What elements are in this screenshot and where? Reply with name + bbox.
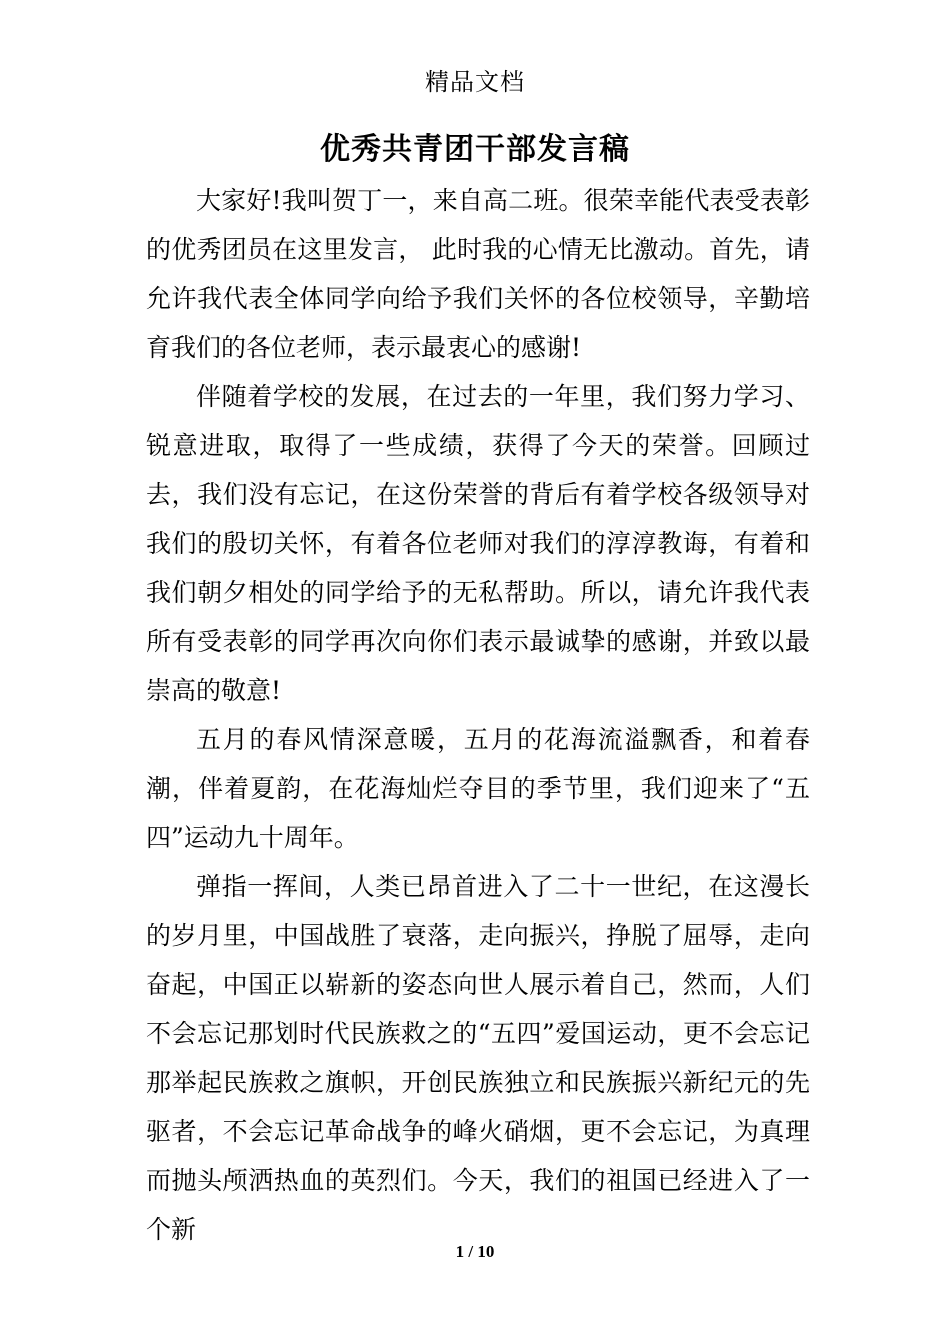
paragraph-4: 弹指一挥间，人类已昂首进入了二十一世纪，在这漫长的岁月里，中国战胜了衰落，走向振兴，挣脱了屈辱，走向奋起，中国正以崭新的姿态向世人展示着自己，然而，人们不会忘记那划时代民族救之的“五四”爱国运动，更不会忘记那举起民族救之旗帜，开创民族独立和民族振兴新纪元的先驱者，不会忘记革命战争的峰火硝烟，更不会忘记，为真理而抛头颅洒热血的英烈们。今天，我们的祖国已经进入了一个新	[146, 872, 810, 1244]
paragraph-1: 大家好!我叫贺丁一，来自高二班。很荣幸能代表受表彰的优秀团员在这里发言， 此时我的心情无比激动。首先，请允许我代表全体同学向给予我们关怀的各位校领导，辛勤培育我们的各位老师，表示最衷心的感谢!	[146, 186, 810, 362]
document-body	[146, 176, 810, 1254]
document-title: 优秀共青团干部发言稿	[320, 132, 630, 167]
paragraph-2: 伴随着学校的发展，在过去的一年里，我们努力学习、锐意进取，取得了一些成绩，获得了今天的荣誉。回顾过去，我们没有忘记，在这份荣誉的背后有着学校各级领导对我们的殷切关怀，有着各位老师对我们的淳淳教诲，有着和我们朝夕相处的同学给予的无私帮助。所以，请允许我代表所有受表彰的同学再次向你们表示最诚挚的感谢，并致以最崇高的敬意!	[146, 382, 810, 705]
paragraph-3: 五月的春风情深意暖，五月的花海流溢飘香，和着春潮，伴着夏韵，在花海灿烂夺目的季节里，我们迎来了“五四”运动九十周年。	[146, 725, 810, 852]
page-header: 精品文档	[425, 68, 525, 96]
page-number: 1 / 10	[455, 1242, 495, 1261]
